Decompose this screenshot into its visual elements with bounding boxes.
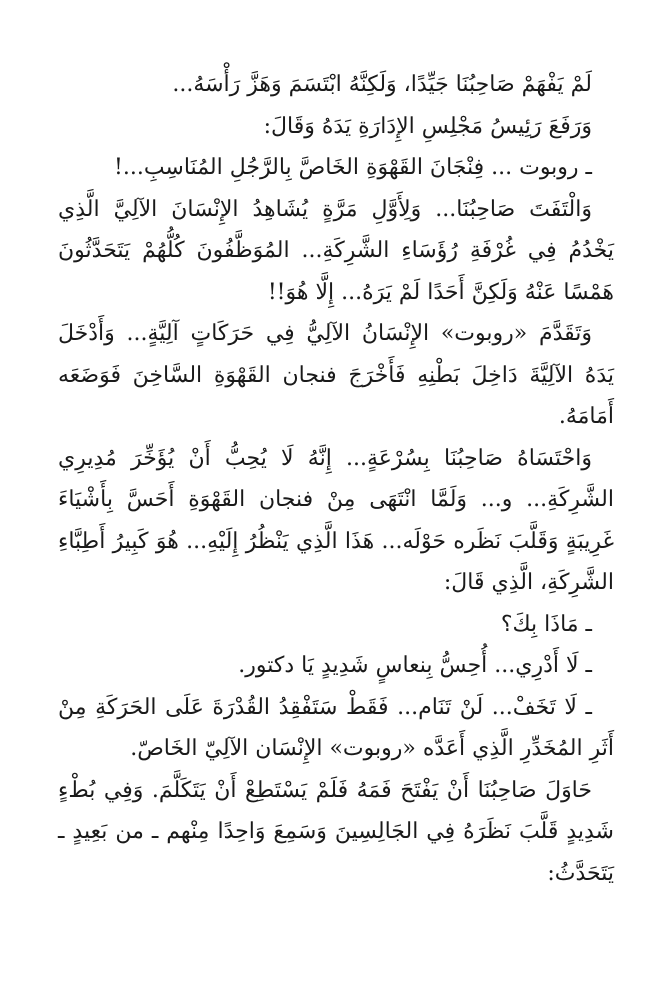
- page-text: [58, 64, 614, 894]
- paragraph: وَاحْتَسَاهُ صَاحِبُنَا بِسُرْعَةٍ... إِنَّهُ لَا يُحِبُّ أَنْ يُؤَخِّرَ مُدِيرِي الشَّرِكَةِ... و... وَلَمَّا انْتَهَى مِنْ فنجان القَهْوَةِ أَحَسَّ بِأَشْيَاءَ غَرِيبَةٍ وَقَلَّبَ نَظَره حَوْلَه... هَذَا الَّذِي يَنْظُرُ إِلَيْهِ... هُوَ كَبِيرُ أَطِبَّاءِ الشَّرِكَةِ، الَّذِي قَالَ:: [58, 445, 614, 595]
- paragraph: وَتَقَدَّمَ «روبوت» الإِنْسَانُ الآلِيُّ فِي حَرَكَاتٍ آلِيَّةٍ... وَأَدْخَلَ يَدَهُ الآلِيَّةَ دَاخِلَ بَطْنِهِ فَأَخْرَجَ فنجان القَهْوَةِ السَّاخِنَ فَوَضَعَه أَمَامَهُ.: [58, 321, 614, 429]
- dialog-line: ـ لَا أَدْرِي... أُحِسُّ بِنعاسٍ شَدِيدٍ يَا دكتور.: [238, 653, 592, 678]
- paragraph: وَالْتَفَتَ صَاحِبُنَا... وَلِأَوَّلِ مَرَّةٍ يُشَاهِدُ الإِنْسَانَ الآلِيَّ الَّذِي يَخْدُمُ فِي غُرْفَةِ رُؤَسَاءِ الشَّرِكَةِ... المُوَظَّفُونَ كُلُّهُمْ يَتَحَدَّثُونَ هَمْسًا عَنْهُ وَلَكِنَّ أَحَدًا لَمْ يَرَهُ... إِلَّا هُوَ!!: [58, 196, 614, 305]
- paragraph: حَاوَلَ صَاحِبُنَا أَنْ يَفْتَحَ فَمَهُ فَلَمْ يَسْتَطِعْ أَنْ يَتَكَلَّمَ. وَفِي بُطْءٍ شَدِيدٍ قَلَّبَ نَظَرَهُ فِي الجَالِسِينَ وَسَمِعَ وَاحِدًا مِنْهم ـ من بَعِيدٍ ـ يَتَحَدَّثُ:: [58, 777, 614, 886]
- paragraph: لَمْ يَفْهَمْ صَاحِبُنَا جَيِّدًا، وَلَكِنَّهُ ابْتَسَمَ وَهَزَّ رَأْسَهُ...: [172, 72, 592, 97]
- dialog-line: ـ لَا تَخَفْ... لَنْ تَنَام... فَقَطْ سَتَفْقِدُ القُدْرَةَ عَلَى الحَرَكَةِ مِنْ أَثَرِ المُخَدِّرِ الَّذِي أَعَدَّه «روبوت» الإِنْسَان الآلِيّ الخَاصّ.: [58, 694, 614, 761]
- dialog-line: ـ روبوت ... فِنْجَانَ القَهْوَةِ الخَاصَّ بِالرَّجُلِ المُنَاسِبِ...!: [114, 155, 592, 180]
- paragraph: وَرَفَعَ رَئِيسُ مَجْلِسِ الإِدَارَةِ يَدَهُ وَقَالَ:: [263, 113, 592, 139]
- dialog-line: ـ مَاذَا بِكَ؟: [500, 611, 592, 637]
